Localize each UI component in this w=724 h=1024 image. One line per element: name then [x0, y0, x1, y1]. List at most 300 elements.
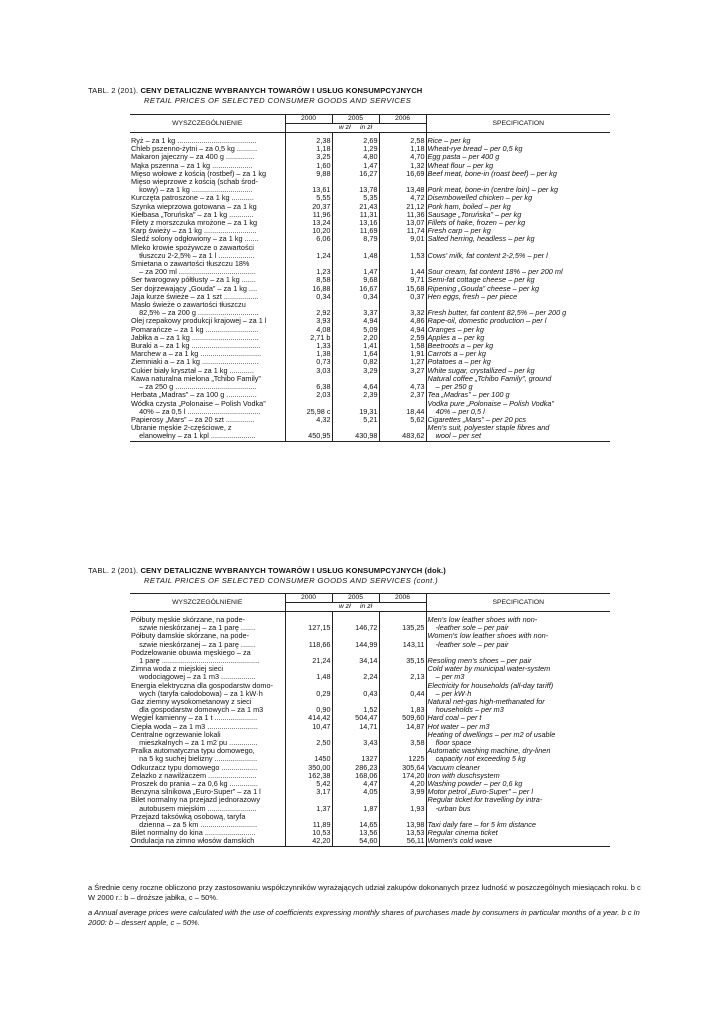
value-cell-2006: 3,99	[379, 788, 426, 796]
row-label: Ser twarogowy półtłusty – za 1 kg .......	[131, 276, 256, 285]
value-cell-2005: 146,72	[332, 624, 379, 632]
row-label: Benzyna silnikowa „Euro-Super” – za 1 l	[131, 788, 261, 797]
row-specification: Hard coal – per t	[426, 714, 610, 722]
value-cell-2006: 13,07	[379, 219, 426, 227]
row-specification: Oranges – per kg	[426, 326, 610, 334]
value-cell-2006: 9,71	[379, 276, 426, 284]
row-specification: – per kW·h	[426, 690, 610, 698]
value-cell-2006: 35,15	[379, 657, 426, 665]
row-label: Papierosy „Mars” – za 20 szt ..............	[131, 415, 255, 424]
value-cell-2006: 56,11	[379, 837, 426, 846]
row-specification: Wheat-rye bread – per 0,5 kg	[426, 145, 610, 153]
value-cell-2005: 5,21	[332, 416, 379, 424]
row-label: Filety z morszczuka mrożone – za 1 kg	[131, 219, 258, 228]
value-cell-2005: 14,65	[332, 821, 379, 829]
row-label: Olej rzepakowy produkcji krajowej – za 1 l	[131, 317, 267, 326]
row-specification: Vacuum cleaner	[426, 764, 610, 772]
table-row	[130, 805, 610, 813]
value-cell-2005: 504,47	[332, 714, 379, 722]
value-cell-2005: 1,29	[332, 145, 379, 153]
row-specification: Semi-fat cottage cheese – per kg	[426, 276, 610, 284]
value-cell-2000: 0,29	[285, 690, 332, 698]
value-cell-2005: 0,34	[332, 293, 379, 301]
value-cell-2005: 430,98	[332, 432, 379, 441]
row-label: Bilet normalny na przejazd jednorazowy	[131, 796, 260, 805]
row-specification: Salted herring, headless – per kg	[426, 235, 610, 243]
value-cell-2000: 1,24	[285, 252, 332, 260]
row-label: Ondulacja na zimno włosów damskich	[130, 837, 285, 846]
row-specification: Apples a – per kg	[426, 334, 610, 342]
table1-col-name: WYSZCZEGÓLNIENIE	[130, 115, 285, 133]
value-cell-2000: 3,17	[285, 788, 332, 796]
row-specification: Tea „Madras” – per 100 g	[426, 391, 610, 399]
value-cell-2006: 1,91	[379, 350, 426, 358]
row-label: tłuszczu 2-2,5% – za 1 l ..................	[131, 251, 255, 260]
value-cell-2006: 135,25	[379, 624, 426, 632]
row-label: Kawa naturalna mielona „Tchibo Family”	[131, 374, 261, 383]
value-cell-2000: 2,50	[285, 739, 332, 747]
row-specification: -leather sole – per pair	[426, 641, 610, 649]
table1-note-en-text: a Annual average prices were calculated with the use of coefficients expressing monthly shares of purchases made by consumers in particular months of a year. b c In 2000: b – dessert apple, c – 50%.	[88, 908, 640, 927]
table2-col-spec: SPECIFICATION	[426, 594, 610, 612]
value-cell-2006: 15,68	[379, 285, 426, 293]
value-cell-2000: 42,20	[285, 837, 332, 846]
row-label: Półbuty damskie skórzane, na pode-	[131, 632, 250, 641]
row-label: Pomarańcze – za 1 kg ..........................	[131, 325, 259, 334]
row-specification: Men's low leather shoes with non-	[426, 616, 610, 624]
table-row	[130, 673, 610, 681]
value-cell-2006: 305,64	[379, 764, 426, 772]
value-cell-2006: 4,94	[379, 326, 426, 334]
value-cell-2005: 3,37	[332, 309, 379, 317]
value-cell-2000: 16,88	[285, 285, 332, 293]
row-specification: Hot water – per m3	[426, 723, 610, 731]
row-label: kowy) – za 1 kg ..............................	[131, 186, 253, 195]
row-label: Szynka wieprzowa gotowana – za 1 kg	[131, 202, 257, 211]
row-label: na 5 kg suchej bielizny .....................	[131, 755, 258, 764]
value-cell-2005: 168,06	[332, 772, 379, 780]
value-cell-2005: 13,16	[332, 219, 379, 227]
row-specification: Regular cinema ticket	[426, 829, 610, 837]
row-label: Żelazko z nawilżaczem ........................	[131, 771, 257, 780]
row-label: Mleko krowie spożywcze o zawartości	[131, 243, 254, 252]
value-cell-2006: 0,44	[379, 690, 426, 698]
value-cell-2000: 10,47	[285, 723, 332, 731]
value-cell-2000: 10,20	[285, 227, 332, 235]
value-cell-2006: 509,60	[379, 714, 426, 722]
row-specification: -leather sole – per pair	[426, 624, 610, 632]
value-cell-2000: 0,34	[285, 293, 332, 301]
table1-year-2005: 2005	[332, 115, 379, 124]
row-label: wych (taryfa całodobowa) – za 1 kW·h	[131, 689, 263, 698]
table2-heading	[88, 566, 648, 586]
value-cell-2000: 1450	[285, 755, 332, 763]
row-label: Śmietana o zawartości tłuszczu 18%	[131, 260, 250, 269]
row-label: Proszek do prania – za 0,6 kg ..............	[131, 780, 258, 789]
row-specification: Potatoes a – per kg	[426, 358, 610, 366]
value-cell-2005: 16,67	[332, 285, 379, 293]
row-label: wodociągowej – za 1 m3 .................	[131, 673, 256, 682]
value-cell-2005: 9,68	[332, 276, 379, 284]
row-specification: wool – per set	[426, 432, 610, 441]
row-specification	[426, 649, 610, 657]
row-label: 1 parę ................................................	[131, 657, 260, 666]
value-cell-2005: 5,09	[332, 326, 379, 334]
table1-year-2006: 2006	[379, 115, 426, 124]
row-specification: Sausage „Toruńska” – per kg	[426, 211, 610, 219]
row-specification: Pork meat, bone-in (centre loin) – per kg	[426, 186, 610, 194]
row-specification: – per m3	[426, 673, 610, 681]
table-row	[130, 252, 610, 260]
row-specification: Disembowelled chicken – per kg	[426, 194, 610, 202]
value-cell-2005: 13,56	[332, 829, 379, 837]
value-cell-2000: 2,03	[285, 391, 332, 399]
table-row	[130, 391, 610, 399]
row-specification: Beetroots a – per kg	[426, 342, 610, 350]
row-label: Bilet normalny do kina .........................	[131, 829, 256, 838]
row-specification	[426, 813, 610, 821]
table-row	[130, 788, 610, 796]
value-cell-2000: 6,38	[285, 383, 332, 391]
table2-year-2006: 2006	[379, 594, 426, 603]
table1-note-pl	[88, 883, 648, 902]
row-label: Ciepła woda – za 1 m3 .........................	[131, 722, 258, 731]
value-cell-2005: 4,80	[332, 153, 379, 161]
value-cell-2006: 13,98	[379, 821, 426, 829]
value-cell-2000: 127,15	[285, 624, 332, 632]
row-specification: Natural net-gas high-methanated for	[426, 698, 610, 706]
value-cell-2006: 3,27	[379, 367, 426, 375]
value-cell-2005: 1,87	[332, 805, 379, 813]
value-cell-2006: 4,86	[379, 317, 426, 325]
value-cell-2005: 3,43	[332, 739, 379, 747]
value-cell-2000: 11,89	[285, 821, 332, 829]
value-cell-2006: 1,58	[379, 342, 426, 350]
row-label: Makaron jajeczny – za 400 g ..............	[131, 153, 255, 162]
value-cell-2005: 0,43	[332, 690, 379, 698]
value-cell-2000: 1,33	[285, 342, 332, 350]
value-cell-2000: 1,38	[285, 350, 332, 358]
value-cell-2000: 8,58	[285, 276, 332, 284]
value-cell-2006: 11,74	[379, 227, 426, 235]
row-specification: 40% – per 0,5 l	[426, 408, 610, 416]
row-label: Ryż – za 1 kg .......................................	[131, 137, 257, 145]
value-cell-2006: 1,18	[379, 145, 426, 153]
row-specification: Heating of dwellings – per m2 of usable	[426, 731, 610, 739]
value-cell-2000: 4,32	[285, 416, 332, 424]
row-label: szwie nieskórzanej – za 1 parę .......	[131, 640, 256, 649]
row-specification: Cows' milk, fat content 2-2,5% – per l	[426, 252, 610, 260]
table-row	[130, 367, 610, 375]
row-label: Cukier biały kryształ – za 1 kg ............	[131, 366, 254, 375]
value-cell-2006: 483,62	[379, 432, 426, 441]
row-label: Chleb pszenno-żytni – za 0,5 kg ..........	[131, 145, 258, 154]
value-cell-2000: 5,55	[285, 194, 332, 202]
table2-number: TABL. 2 (201).	[88, 566, 139, 575]
value-cell-2006: 1,53	[379, 252, 426, 260]
table-row	[130, 293, 610, 301]
value-cell-2005: 1,47	[332, 268, 379, 276]
row-label: Ubranie męskie 2-częściowe, z	[131, 424, 232, 433]
table1-year-2000: 2000	[285, 115, 332, 124]
row-specification: Motor petrol „Euro-Super” – per l	[426, 788, 610, 796]
row-specification: Pork ham, boiled – per kg	[426, 203, 610, 211]
value-cell-2005: 4,94	[332, 317, 379, 325]
value-cell-2000: 25,98 c	[285, 408, 332, 416]
row-label: Jaja kurze świeże – za 1 szt .................	[131, 292, 259, 301]
table1-note-en	[88, 908, 648, 927]
value-cell-2006: 1,44	[379, 268, 426, 276]
table2-col-name: WYSZCZEGÓLNIENIE	[130, 594, 285, 612]
row-label: Kiełbasa „Toruńska” – za 1 kg ............	[131, 210, 254, 219]
value-cell-2000: 414,42	[285, 714, 332, 722]
value-cell-2000: 1,37	[285, 805, 332, 813]
table-row	[130, 837, 610, 846]
row-label: 40% – za 0,5 l ....................................	[131, 407, 261, 416]
row-specification: Sour cream, fat content 18% – per 200 ml	[426, 268, 610, 276]
table1-unit: w zł in zł	[285, 124, 426, 133]
row-label: Półbuty męskie skórzane, na pode-	[131, 616, 245, 624]
row-specification: Taxi daily fare – for 5 km distance	[426, 821, 610, 829]
value-cell-2000: 4,08	[285, 326, 332, 334]
table-row	[130, 657, 610, 665]
row-label: – za 250 g ........................................	[131, 383, 257, 392]
table2-year-2005: 2005	[332, 594, 379, 603]
row-specification: Fillets of hake, frozen – per kg	[426, 219, 610, 227]
row-label: Centralne ogrzewanie lokali	[131, 730, 221, 739]
table1-note-pl-text: a Średnie ceny roczne obliczono przy zastosowaniu współczynników wyrażających udział zakupów dokonanych przez ludność w poszczególnych miesiącach roku. b c W 2000 r.: b – droższe jabłka, c – 50%.	[88, 883, 641, 902]
row-label: – za 200 ml ......................................	[131, 268, 256, 277]
value-cell-2000: 10,53	[285, 829, 332, 837]
row-label: Mięso wieprzowe z kością (schab środ-	[131, 178, 258, 187]
value-cell-2000: 11,96	[285, 211, 332, 219]
value-cell-2006: 4,70	[379, 153, 426, 161]
value-cell-2006: 3,32	[379, 309, 426, 317]
value-cell-2006: 18,44	[379, 408, 426, 416]
value-cell-2000: 3,25	[285, 153, 332, 161]
row-specification: Electricity for households (all-day tariff)	[426, 682, 610, 690]
row-specification: households – per m3	[426, 706, 610, 714]
row-label: Energia elektryczna dla gospodarstw domo-	[131, 681, 273, 690]
value-cell-2006: 4,20	[379, 780, 426, 788]
table2-subtitle: RETAIL PRICES OF SELECTED CONSUMER GOODS AND SERVICES (cont.)	[144, 576, 439, 585]
value-cell-2006: 13,48	[379, 186, 426, 194]
row-label: szwie nieskórzanej – za 1 parę .......	[131, 624, 256, 633]
value-cell-2005: 286,23	[332, 764, 379, 772]
value-cell-2000: 20,37	[285, 203, 332, 211]
row-specification: Vodka pure „Polonaise – Polish Vodka”	[426, 400, 610, 408]
row-specification: Cold water by municipal water-system	[426, 665, 610, 673]
value-cell-2000: 118,66	[285, 641, 332, 649]
value-cell-2000: 3,03	[285, 367, 332, 375]
row-specification: Regular ticket for travelling by intra-	[426, 796, 610, 804]
row-specification: Rice – per kg	[426, 137, 610, 145]
table-row	[130, 416, 610, 424]
table-row	[130, 432, 610, 441]
value-cell-2005: 19,31	[332, 408, 379, 416]
value-cell-2005: 144,99	[332, 641, 379, 649]
table-row	[130, 641, 610, 649]
value-cell-2000: 13,61	[285, 186, 332, 194]
value-cell-2005: 14,71	[332, 723, 379, 731]
table1-number: TABL. 2 (201).	[88, 86, 139, 95]
value-cell-2000: 0,90	[285, 706, 332, 714]
value-cell-2005: 21,43	[332, 203, 379, 211]
value-cell-2005: 8,79	[332, 235, 379, 243]
row-specification: Fresh butter, fat content 82,5% – per 200 g	[426, 309, 610, 317]
row-label: Zimna woda z miejskiej sieci	[131, 665, 224, 674]
row-label: Odkurzacz typu domowego ..................	[131, 763, 258, 772]
row-specification: Beef meat, bone-in (roast beef) – per kg	[426, 170, 610, 178]
row-label: Jabłka a – za 1 kg .................................	[131, 333, 259, 342]
table-row	[130, 170, 610, 178]
row-specification: Men's suit, polyester staple fibres and	[426, 424, 610, 432]
row-specification: Ripening „Gouda” cheese – per kg	[426, 285, 610, 293]
row-specification	[426, 301, 610, 309]
table2	[130, 593, 610, 847]
value-cell-2005: 1,52	[332, 706, 379, 714]
value-cell-2000: 450,95	[285, 432, 332, 441]
table2-title-text: CENY DETALICZNE WYBRANYCH TOWARÓW I USŁUG KONSUMPCYJNYCH (dok.)	[140, 566, 446, 575]
row-specification: Resoling men's shoes – per pair	[426, 657, 610, 665]
value-cell-2006: 1225	[379, 755, 426, 763]
value-cell-2000: 9,88	[285, 170, 332, 178]
row-specification: Rape-oil, domestic production – per l	[426, 317, 610, 325]
value-cell-2006: 21,12	[379, 203, 426, 211]
row-specification	[426, 178, 610, 186]
table-row	[130, 235, 610, 243]
value-cell-2005: 13,78	[332, 186, 379, 194]
row-label: Karp świeży – za 1 kg ..........................	[131, 227, 257, 236]
table2-unit: w zł in zł	[285, 603, 426, 612]
value-cell-2005: 16,27	[332, 170, 379, 178]
row-label: Buraki a – za 1 kg ..................................	[131, 342, 261, 351]
row-label: autobusem miejskim ........................	[131, 804, 257, 813]
row-label: Śledź solony odgłowiony – za 1 kg .......	[131, 235, 259, 244]
row-specification: floor space	[426, 739, 610, 747]
value-cell-2005: 34,14	[332, 657, 379, 665]
value-cell-2005: 2,39	[332, 391, 379, 399]
value-cell-2000: 1,18	[285, 145, 332, 153]
row-label: Gaz ziemny wysokometanowy z sieci	[131, 698, 252, 707]
value-cell-2000: 13,24	[285, 219, 332, 227]
value-cell-2006: 14,87	[379, 723, 426, 731]
row-label: Ser dojrzewający „Gouda” – za 1 kg ....	[131, 284, 258, 293]
value-cell-2006: 2,13	[379, 673, 426, 681]
value-cell-2005: 4,05	[332, 788, 379, 796]
row-label: Węgiel kamienny – za 1 t .....................	[131, 714, 258, 723]
value-cell-2005: 1,47	[332, 162, 379, 170]
row-specification	[426, 244, 610, 252]
value-cell-2000: 2,92	[285, 309, 332, 317]
table-row	[130, 723, 610, 731]
row-specification: Automatic washing machine, dry-linen	[426, 747, 610, 755]
row-label: Kurczęta patroszone – za 1 kg ...........	[131, 194, 254, 203]
value-cell-2006: 4,73	[379, 383, 426, 391]
value-cell-2005: 3,29	[332, 367, 379, 375]
value-cell-2005: 2,24	[332, 673, 379, 681]
value-cell-2006: 2,37	[379, 391, 426, 399]
row-specification: Egg pasta – per 400 g	[426, 153, 610, 161]
row-specification: Cigarettes „Mars” – per 20 pcs	[426, 416, 610, 424]
value-cell-2006: 16,69	[379, 170, 426, 178]
value-cell-2006: 9,01	[379, 235, 426, 243]
value-cell-2006: 1,32	[379, 162, 426, 170]
row-specification: White sugar, crystallized – per kg	[426, 367, 610, 375]
value-cell-2006: 5,62	[379, 416, 426, 424]
table1-col-spec: SPECIFICATION	[426, 115, 610, 133]
row-specification: Natural coffee „Tchibo Family”, ground	[426, 375, 610, 383]
row-specification: Carrots a – per kg	[426, 350, 610, 358]
row-specification: Washing powder – per 0,6 kg	[426, 780, 610, 788]
row-label: Przejazd taksówką osobową, taryfa	[131, 812, 246, 821]
value-cell-2005: 54,60	[332, 837, 379, 846]
table1-heading	[88, 86, 648, 106]
value-cell-2006: 13,53	[379, 829, 426, 837]
row-label: Marchew a – za 1 kg ..............................	[131, 350, 262, 359]
value-cell-2005: 2,69	[332, 137, 379, 145]
value-cell-2006: 0,37	[379, 293, 426, 301]
table1-subtitle: RETAIL PRICES OF SELECTED CONSUMER GOODS AND SERVICES	[144, 96, 412, 105]
table-row	[130, 739, 610, 747]
row-label: Ziemniaki a – za 1 kg ............................	[131, 358, 259, 367]
row-specification: -urban bus	[426, 805, 610, 813]
row-specification: capacity not exceeding 5 kg	[426, 755, 610, 763]
value-cell-2000: 1,60	[285, 162, 332, 170]
row-specification: Women's cold wave	[426, 837, 610, 846]
value-cell-2005: 2,20	[332, 334, 379, 342]
value-cell-2000: 1,48	[285, 673, 332, 681]
value-cell-2006: 1,93	[379, 805, 426, 813]
row-label: Wódka czysta „Polonaise – Polish Vodka”	[131, 399, 266, 408]
value-cell-2006: 4,72	[379, 194, 426, 202]
row-label: 82,5% – za 200 g ..............................	[131, 309, 259, 318]
value-cell-2000: 1,23	[285, 268, 332, 276]
value-cell-2000: 2,38	[285, 137, 332, 145]
table1-title-text: CENY DETALICZNE WYBRANYCH TOWARÓW I USŁUG KONSUMPCYJNYCH	[140, 86, 423, 95]
value-cell-2005: 0,82	[332, 358, 379, 366]
row-label: Mięso wołowe z kością (rostbef) – za 1 kg	[131, 169, 267, 178]
value-cell-2006: 11,36	[379, 211, 426, 219]
row-label: mieszkalnych – za 1 m2 pu ..............	[131, 739, 258, 748]
value-cell-2006: 174,20	[379, 772, 426, 780]
value-cell-2005: 11,69	[332, 227, 379, 235]
table-row	[130, 624, 610, 632]
row-label: Pralka automatyczna typu domowego,	[131, 747, 255, 756]
row-specification: Iron with duschsystem	[426, 772, 610, 780]
table2-title	[88, 566, 648, 576]
value-cell-2005: 1,48	[332, 252, 379, 260]
value-cell-2000: 5,42	[285, 780, 332, 788]
value-cell-2000: 2,71 b	[285, 334, 332, 342]
value-cell-2006: 2,58	[379, 137, 426, 145]
row-specification: Wheat flour – per kg	[426, 162, 610, 170]
table-row	[130, 690, 610, 698]
value-cell-2006: 1,83	[379, 706, 426, 714]
value-cell-2005: 11,31	[332, 211, 379, 219]
value-cell-2006: 143,11	[379, 641, 426, 649]
table2-year-2000: 2000	[285, 594, 332, 603]
row-specification: Hen eggs, fresh – per piece	[426, 293, 610, 301]
value-cell-2005: 4,47	[332, 780, 379, 788]
value-cell-2005: 5,35	[332, 194, 379, 202]
value-cell-2006: 1,27	[379, 358, 426, 366]
value-cell-2000: 21,24	[285, 657, 332, 665]
value-cell-2005: 4,64	[332, 383, 379, 391]
row-specification: Fresh carp – per kg	[426, 227, 610, 235]
row-specification	[426, 260, 610, 268]
table1-title	[88, 86, 648, 96]
